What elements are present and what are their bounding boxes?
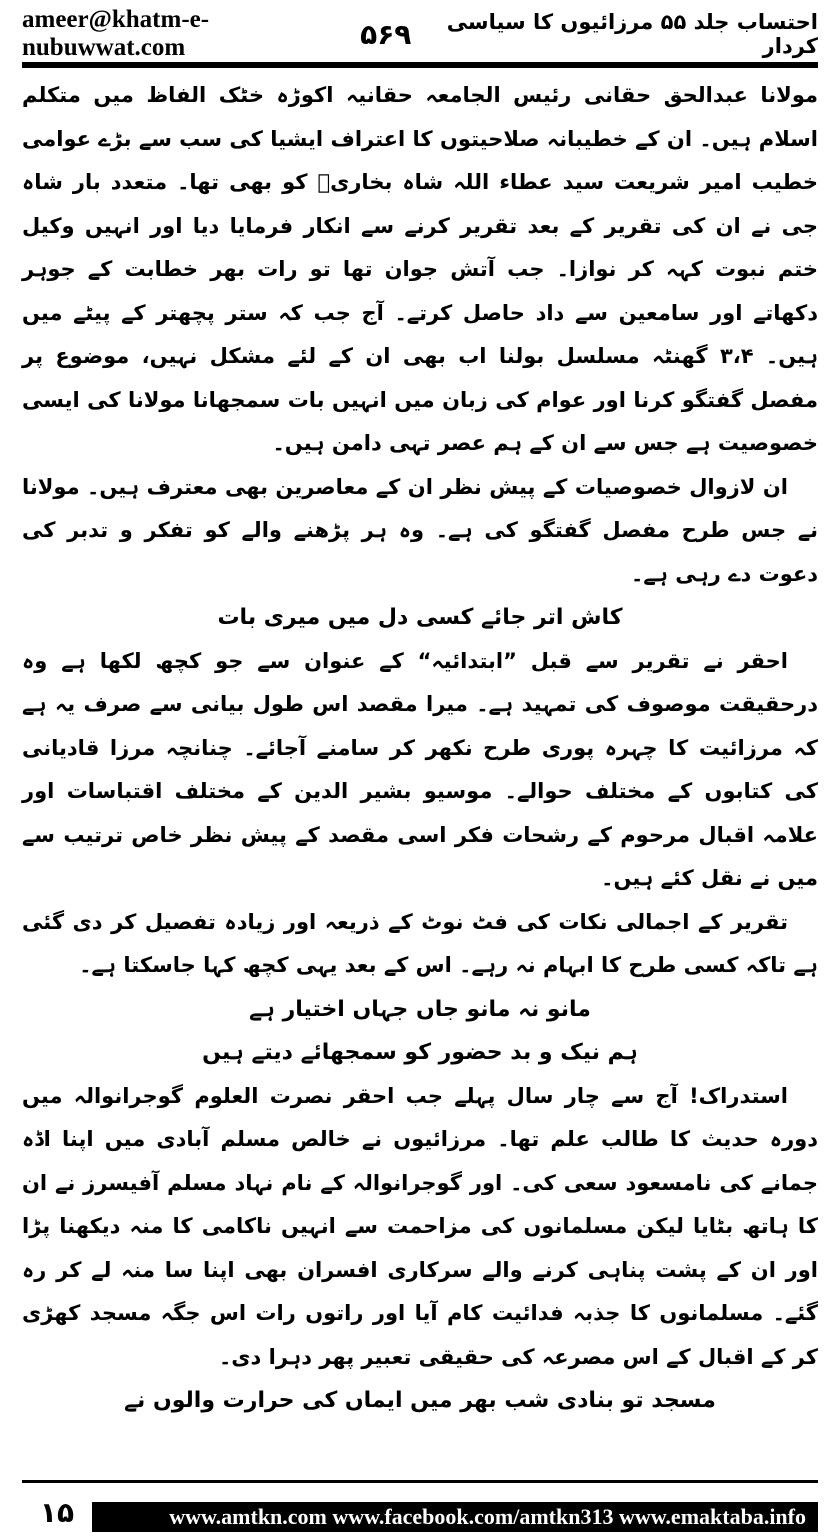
footer-links-bar — [92, 1502, 818, 1532]
verse-1: کاش اتر جائے کسی دل میں میری بات — [217, 605, 623, 630]
header-left — [22, 6, 411, 62]
paragraph-3: احقر نے تقریر سے قبل ”ابتدائیہ“ کے عنوان سے جو کچھ لکھا ہے وہ درحقیقت موصوف کی تمہید ہے۔ میرا مقصد اس طول بیانی سے صرف یہ ہے کہ مرزائیت کا چہرہ پوری طرح نکھر کر سامنے آجائے۔ چنانچہ مرزا قادیانی کی کتابوں کے مختلف حوالے۔ موسیو بشیر الدین کے مختلف اقتباسات اور علامہ اقبال مرحوم کے رشحات فکر اسی مقصد کے پیش نظر خاص ترتیب سے میں نے نقل کئے ہیں۔ — [22, 648, 818, 890]
header-page-number: ۵۶۹ — [360, 17, 412, 51]
paragraph-5: استدراک! آج سے چار سال پہلے جب احقر نصرت العلوم گوجرانوالہ میں دورہ حدیث کا طالب علم تھا۔ مرزائیوں نے خالص مسلم آبادی میں اپنا اڈہ جمانے کی نامسعود سعی کی۔ اور گوجرانوالہ کے نام نہاد مسلم آفیسرز نے ان کا ہاتھ بٹایا لیکن مسلمانوں کی مزاحمت سے انہیں ناکامی کا منہ دیکھنا پڑا اور ان کے پشت پناہی کرنے والے سرکاری افسران بھی اپنا سا منہ لے کر رہ گئے۔ مسلمانوں کا جذبہ فدائیت کام آیا اور راتوں رات اس جگہ مسجد کھڑی کر کے اقبال کے اس مصرعہ کی حقیقی تعبیر پھر دہرا دی۔ — [22, 1083, 818, 1369]
page-content — [22, 74, 818, 1423]
page-footer — [22, 1488, 818, 1532]
header-email[interactable]: ameer@khatm-e-nubuwwat.com — [22, 6, 210, 61]
verse-2-line-1: مانو نہ مانو جاں جہاں اختیار ہے — [249, 996, 591, 1022]
footer-page-number: ۱۵ — [39, 1495, 75, 1529]
paragraph-2: ان لازوال خصوصیات کے پیش نظر ان کے معاصرین بھی معترف ہیں۔ مولانا نے جس طرح مفصل گفتگو کی ہے۔ وہ ہر پڑھنے والے کو تفکر و تدبر کی دعوت دے رہی ہے۔ — [22, 474, 818, 586]
paragraph-4: تقریر کے اجمالی نکات کی فٹ نوٹ کے ذریعہ اور زیادہ تفصیل کر دی گئی ہے تاکہ کسی طرح کا ابہام نہ رہے۔ اس کے بعد یہی کچھ کہا جاسکتا ہے۔ — [22, 909, 818, 977]
verse-2-line-2: ہم نیک و بد حضور کو سمجھائے دیتے ہیں — [202, 1040, 638, 1065]
header-rule — [22, 62, 818, 68]
page-header — [22, 6, 818, 61]
header-title: احتساب جلد ۵۵ مرزائیوں کا سیاسی کردار — [446, 10, 818, 58]
paragraph-1: مولانا عبدالحق حقانی رئیس الجامعہ حقانیہ اکوڑہ خٹک الفاظ میں متکلم اسلام ہیں۔ ان کے خطیبانہ صلاحیتوں کا اعتراف ایشیا کی سب سے بڑے عوامی خطیب امیر شریعت سید عطاء اللہ شاہ بخاریؒ کو بھی تھا۔ متعدد بار شاہ جی نے ان کی تقریر کے بعد تقریر کرنے سے انکار فرمایا دیا اور انہیں وکیل ختم نبوت کہہ کر نوازا۔ جب آتش جوان تھا تو رات بھر خطابت کے جوہر دکھاتے اور سامعین سے داد حاصل کرتے۔ آج جب کہ ستر پچھتر کے پیٹے میں ہیں۔ ۳،۴ گھنٹہ مسلسل بولنا اب بھی ان کے لئے مشکل نہیں، موضوع پر مفصل گفتگو کرنا اور عوام کی زبان میں انہیں بات سمجھانا مولانا کی ایسی خصوصیت ہے جس سے ان کے ہم عصر تہی دامن ہیں۔ — [22, 83, 819, 455]
verse-3: مسجد تو بنادی شب بھر میں ایماں کی حرارت والوں نے — [124, 1388, 716, 1413]
footer-rule — [22, 1480, 818, 1483]
footer-links[interactable]: www.amtkn.com www.facebook.com/amtkn313 www.emaktaba.info — [169, 1504, 806, 1529]
